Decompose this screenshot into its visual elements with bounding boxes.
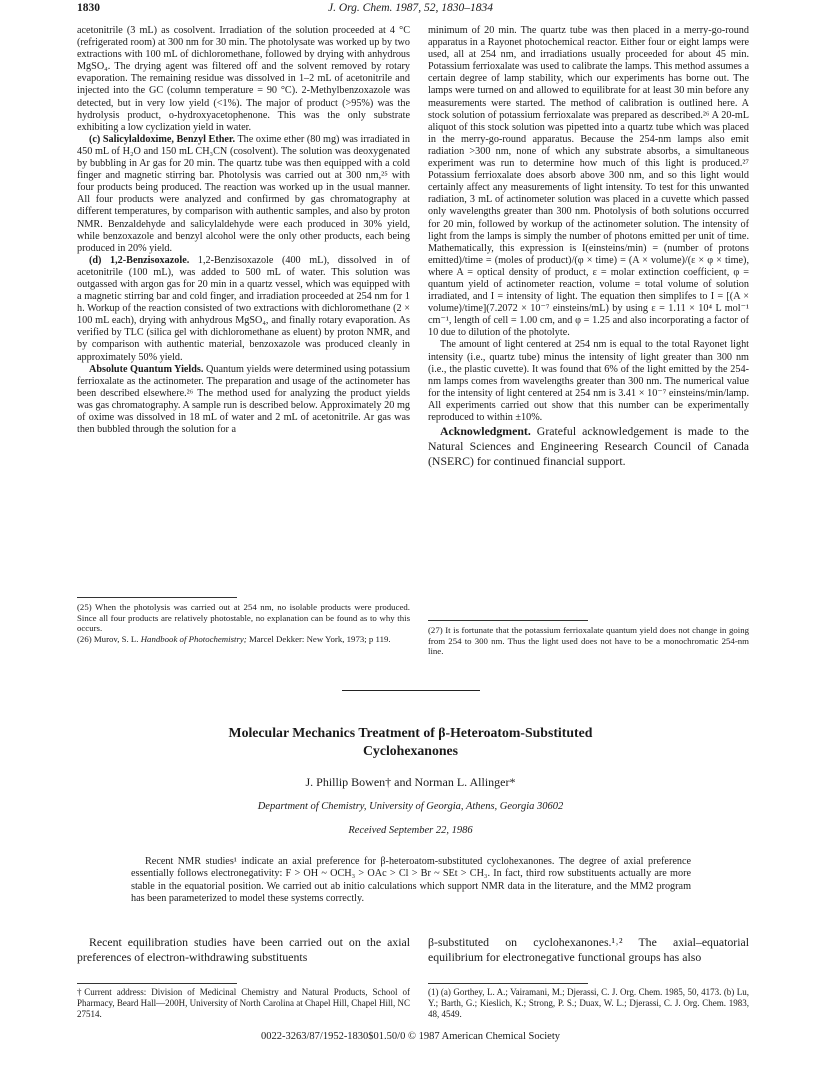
acknowledgment-heading: Acknowledgment. [440, 424, 531, 439]
footnote-rule-left [77, 597, 237, 598]
footnote-rule-right-2 [428, 983, 588, 984]
journal-volume: 1987, 52, 1830–1834 [395, 2, 494, 14]
section-heading-benzisoxazole: (d) 1,2-Benzisoxazole. [89, 254, 190, 266]
footnote-25: (25) When the photolysis was carried out at 254 nm, no isolable products were produced. Since all four products are relatively photostable, no explanation can be found as to why this occurs. [77, 602, 410, 634]
article-affiliation: Department of Chemistry, University of Georgia, Athens, Georgia 30602 [257, 801, 564, 812]
left-paragraph-1: acetonitrile (3 mL) as cosolvent. Irradiation of the solution proceeded at 4 °C (refrigerated room) at 300 nm for 30 min. The photolysate was worked up by two extractions with 100 mL of dichloromethane, followed by drying with anhydrous MgSO₄. The drying agent was filtered off and the solvent removed by rotary evaporation. The remaining residue was dissolved in 1–2 mL of acetonitrile and injected into the GC (column temperature = 90 °C). 2-Methylbenzoxazole was detected, but in very low yield (<1%). The major of product (>95%) was the hydrolysis product, o-hydroxyacetophenone. This was the only substrate exhibiting a low cyclization yield in water. [77, 25, 410, 133]
footnote-rule-right [428, 620, 588, 621]
page-number: 1830 [77, 2, 100, 14]
intro-left [77, 935, 410, 964]
received-date: Received September 22, 1986 [348, 825, 473, 836]
abstract [131, 856, 691, 905]
footnote-26 [77, 634, 410, 645]
left-paragraph-3 [77, 255, 410, 364]
left-paragraph-4-text: Quantum yields were determined using potassium ferrioxalate as the actinometer. The preparation and usage of the actinometer has been described elsewhere.²⁶ The method used for analyzing the product yields was gas chromatography. A sample run is described below. Approximately 20 mg of oxime was dissolved in 18 mL of water and 2 mL of acetonitrile. Ar gas was then bubbled through the solution for a [77, 363, 410, 436]
left-paragraph-2 [77, 134, 410, 255]
left-column [77, 25, 410, 436]
intro-right [428, 935, 749, 964]
section-divider [342, 690, 480, 691]
right-column [428, 25, 749, 469]
section-heading-quantum-yields: Absolute Quantum Yields. [89, 363, 204, 375]
article-title-line-1: Molecular Mechanics Treatment of β-Heteroatom-Substituted [228, 725, 593, 740]
abstract-text: Recent NMR studies¹ indicate an axial preference for β-heteroatom-substituted cyclohexanones. The degree of axial preference essentially follows electronegativity: F > OH ~ OCH₃ > OAc > Cl > Br ~ SEt > CH₃. In fact, third row substituents actually are more stable in the equatorial position. We carried out ab initio calculations which support NMR data in the literature, and the MM2 program has been parameterized to model these systems correctly. [131, 856, 691, 904]
footnote-26-author: (26) Murov, S. L. [77, 633, 139, 644]
footnote-dagger: †Current address: Division of Medicinal Chemistry and Natural Products, School of Pharmacy, Beard Hall—200H, University of North Carolina at Chapel Hill, Chapel Hill, NC 27514. [77, 987, 410, 1019]
footnotes-left [77, 602, 410, 644]
journal-header [0, 2, 821, 14]
left-paragraph-4 [77, 364, 410, 437]
footnote-1: (1) (a) Gorthey, L. A.; Vairamani, M.; Djerassi, C. J. Org. Chem. 1985, 50, 4173. (b) Lu, Y.; Barth, G.; Kieslich, K.; Strong, P. S.; Duax, W. L.; Djerassi, C. J. Org. Chem. 1983, 48, 4549. [428, 987, 749, 1019]
footnote-26-publisher: Marcel Dekker: New York, 1973; p 119. [248, 633, 391, 644]
article-authors: J. Phillip Bowen† and Norman L. Allinger* [305, 775, 516, 789]
left-paragraph-3-text: 1,2-Benzisoxazole (400 mL), dissolved in of acetonitrile (100 mL), was added to 500 mL of water. This solution was outgassed with argon gas for 20 min in a quartz vessel, which was equipped with a magnetic stirring bar and cold finger, and irradiation proceeded at 254 nm for 1 h. Workup of the reaction consisted of two extractions with dichloromethane (2 × 100 mL each), drying with anhydrous MgSO₄, and finally rotary evaporation. As verified by TLC (silica gel with dichloromethane as eluent) by proton NMR, and by comparison with authentic material, benzoxazole was produced cleanly in approximately 50% yield. [77, 254, 410, 363]
intro-right-text: β-substituted on cyclohexanones.¹˒² The axial–equatorial equilibrium for electronegative functional groups has also [428, 935, 749, 964]
journal-name: J. Org. Chem. [327, 2, 393, 14]
right-paragraph-2: The amount of light centered at 254 nm is equal to the total Rayonet light intensity (i.e., quartz tube) minus the intensity of light greater than 300 nm (i.e., the plastic cuvette). It was found that 6% of the light emitted by the 254-nm lamps comes from wavelengths greater than 300 nm. The numerical value for the intensity of light centered at 254 nm is 3.41 × 10⁻⁷ einsteins/min/lamp. All experiments carried out show that this number can be experimentally reproduced to within ±10%. [428, 339, 749, 423]
footnote-27: (27) It is fortunate that the potassium ferrioxalate quantum yield does not change in going from 254 to 300 nm. Thus the light used does not have to be a monochromatic 254-nm line. [428, 625, 749, 657]
left-paragraph-2-text: The oxime ether (80 mg) was irradiated in 450 mL of H₂O and 150 mL CH₃CN (cosolvent). The solution was deoxygenated by bubbling in Ar gas for 20 min. The quartz tube was then equipped with a cold finger and magnetic stirring bar. Photolysis was carried out at 300 nm,²⁵ with four products being produced. The reaction was worked up in the usual manner. All four products were analyzed and confirmed by gas chromatography at different temperatures, by comparison with authentic samples, and also by proton NMR. Benzaldehyde and salicylaldehyde were each produced in 30% yield, while benzoxazole and benzyl alcohol were the only other products, each being produced in 20% yield. [77, 133, 410, 254]
acknowledgment-text: Grateful acknowledgement is made to the Natural Sciences and Engineering Research Council of Canada (NSERC) for continued financial support. [428, 424, 749, 469]
copyright-line: 0022-3263/87/1952-1830$01.50/0 © 1987 American Chemical Society [260, 1031, 561, 1042]
footnote-rule-left-2 [77, 983, 237, 984]
section-heading-salicylaldoxime: (c) Salicylaldoxime, Benzyl Ether. [89, 133, 236, 145]
article-title-line-2: Cyclohexanones [362, 743, 459, 758]
right-paragraph-1: minimum of 20 min. The quartz tube was then placed in a merry-go-round apparatus in a Rayonet photochemical reactor. Either four or eight lamps were used, all at 254 nm, and irradiations usually proceeded for about 45 min. Potassium ferrioxalate was used to calibrate the lamps. This method assumes a certain degree of lamp stability, which our experiments has borne out. The lamps were turned on and allowed to equilibrate for at least 30 min before any measurements were started. The method of calibration is outlined here. A stock solution of potassium ferrioxalate was prepared as described.²⁶ A 20-mL aliquot of this stock solution was pipetted into a quartz tube which was placed in the merry-go-round apparatus. Because the 254-nm lamps also emit radiation >300 nm, none of which any substrate absorbs, a simultaneous experiment was run to determine how much of this light is produced.²⁷ Potassium ferrioxalate does absorb above 300 nm, and so this light would certainly affect any measurements of light intensity. To test for this unwanted radiation, 3 mL of actinometer solution was placed in a cuvette which passed only wavelengths greater than 300 nm. Photolysis of both solutions occurred for 20 min, followed by workup of the actinometer solution. The intensity of light from the lamps is simply the number of photons emitted per unit of time. Mathematically, this expression is I(einsteins/min) = (number of protons emitted)/time = (moles of product)/(φ × time) = (A × volume)/(ε × φ × time), where A = optical density of product, ε = molar extinction coefficient, φ = quantum yield of actinometer reaction, volume = total volume of solution irradiated, and I = intensity of light. The equation then simplifes to I = [(A × volume)/time](7.2072 × 10⁻⁷ einsteins/mL) by using ε = 1.11 × 10⁴ L mol⁻¹ cm⁻¹, length of cell = 1.00 cm, and φ = 1.25 and also incorporating a factor of 10 due to dilution of the photolyte. [428, 25, 749, 339]
article-title [0, 724, 821, 760]
footnote-26-title: Handbook of Photochemistry; [140, 633, 247, 644]
acknowledgment [428, 424, 749, 469]
intro-left-text: Recent equilibration studies have been carried out on the axial preferences of electron-withdrawing substituents [77, 935, 410, 964]
